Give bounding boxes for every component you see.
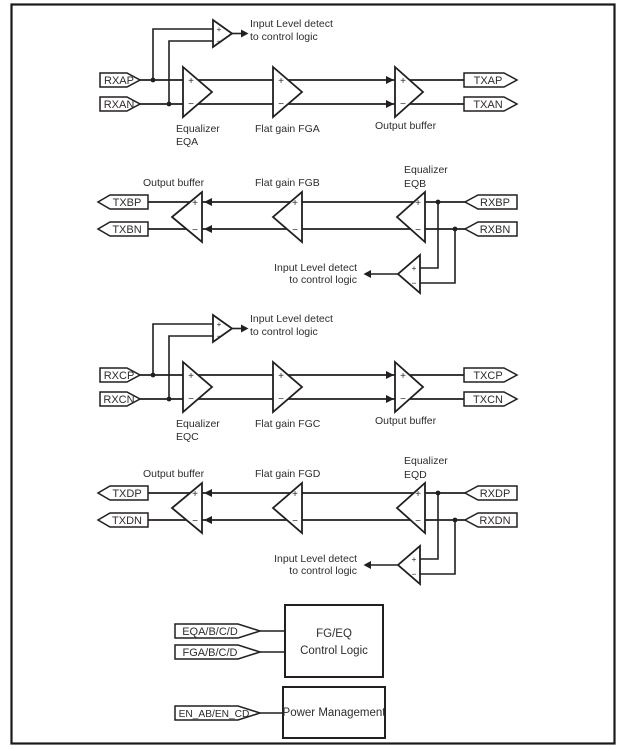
junction-dot (453, 518, 458, 523)
pin-rxap-label: RXAP (104, 75, 134, 87)
equalizer-label-line1: Equalizer (404, 164, 448, 176)
plus-sign: + (192, 489, 198, 500)
minus-sign: − (411, 278, 417, 288)
junction-dot (151, 78, 156, 83)
minus-sign: − (216, 331, 222, 341)
arrowhead-icon (204, 489, 212, 497)
pin-txcn-label: TXCN (473, 394, 503, 406)
plus-sign: + (278, 371, 284, 382)
equalizer-label-line1: Equalizer (176, 418, 220, 430)
pin-en-ab-en-cd-label: EN_AB/EN_CD (178, 709, 250, 720)
flat-gain-label: Flat gain FGB (255, 177, 320, 189)
arrowhead-icon (241, 30, 249, 38)
pin-fg-abcd-label: FGA/B/C/D (182, 647, 238, 659)
plus-sign: + (188, 76, 194, 87)
plus-sign: + (411, 263, 417, 273)
pin-txap-label: TXAP (473, 75, 503, 87)
power-management-section (175, 687, 386, 738)
detect-caption-line2: to control logic (289, 274, 357, 286)
pin-txbn-label: TXBN (112, 224, 142, 236)
pin-rxbn-label: RXBN (479, 224, 511, 236)
detect-caption-line2: to control logic (250, 31, 318, 43)
plus-sign: + (216, 319, 222, 329)
minus-sign: − (188, 394, 194, 405)
arrowhead-icon (364, 270, 372, 278)
minus-sign: − (216, 36, 222, 46)
detect-caption-line1: Input Level detect (274, 553, 357, 565)
output-buffer-label: Output buffer (375, 415, 437, 427)
minus-sign: − (192, 225, 198, 236)
fgeq-box-label-line1: FG/EQ (316, 628, 352, 640)
pin-txbp-label: TXBP (112, 197, 142, 209)
junction-dot (453, 227, 458, 232)
output-buffer-label: Output buffer (375, 120, 437, 132)
arrowhead-icon (204, 225, 212, 233)
control-logic-section (175, 605, 383, 677)
pin-rxan-label: RXAN (103, 99, 135, 111)
flat-gain-label: Flat gain FGC (255, 418, 321, 430)
pin-txcp-label: TXCP (473, 370, 503, 382)
plus-sign: + (278, 76, 284, 87)
plus-sign: + (292, 198, 298, 209)
minus-sign: − (400, 394, 406, 405)
minus-sign: − (188, 99, 194, 110)
channel-c (100, 313, 517, 443)
plus-sign: + (188, 371, 194, 382)
pin-eq-abcd-label: EQA/B/C/D (182, 626, 238, 638)
plus-sign: + (400, 76, 406, 87)
arrowhead-icon (386, 371, 394, 379)
pin-txan-label: TXAN (473, 99, 503, 111)
arrowhead-icon (386, 76, 394, 84)
flat-gain-label: Flat gain FGD (255, 468, 321, 480)
flat-gain-label: Flat gain FGA (255, 123, 320, 135)
minus-sign: − (415, 225, 421, 236)
junction-dot (167, 397, 172, 402)
minus-sign: − (292, 516, 298, 527)
pin-rxdn-label: RXDN (479, 515, 511, 527)
equalizer-label-line2: EQD (404, 469, 427, 481)
minus-sign: − (411, 569, 417, 579)
fgeq-box-label-line2: Control Logic (300, 645, 368, 657)
pin-txdp-label: TXDP (112, 488, 142, 500)
arrowhead-icon (204, 516, 212, 524)
channel-d (98, 455, 517, 584)
pin-txdn-label: TXDN (112, 515, 142, 527)
junction-dot (436, 200, 441, 205)
equalizer-label-line1: Equalizer (176, 123, 220, 135)
plus-sign: + (192, 198, 198, 209)
channel-a (100, 18, 517, 148)
pin-rxcn-label: RXCN (103, 394, 135, 406)
output-buffer-label: Output buffer (143, 177, 205, 189)
minus-sign: − (192, 516, 198, 527)
junction-dot (436, 491, 441, 496)
pin-rxbp-label: RXBP (480, 197, 510, 209)
power-management-label: Power Management (282, 707, 386, 719)
arrowhead-icon (386, 100, 394, 108)
minus-sign: − (278, 394, 284, 405)
pin-rxdp-label: RXDP (479, 488, 511, 500)
plus-sign: + (292, 489, 298, 500)
equalizer-label-line2: EQB (404, 178, 427, 190)
equalizer-label-line2: EQA (176, 136, 199, 148)
minus-sign: − (400, 99, 406, 110)
junction-dot (167, 102, 172, 107)
plus-sign: + (216, 24, 222, 34)
level-detect-amp-b (398, 255, 420, 293)
detect-caption-line1: Input Level detect (250, 313, 333, 325)
plus-sign: + (415, 489, 421, 500)
detect-caption-line2: to control logic (289, 565, 357, 577)
pin-rxcp-label: RXCP (103, 370, 135, 382)
detect-caption-line1: Input Level detect (250, 18, 333, 30)
detect-caption-line1: Input Level detect (274, 262, 357, 274)
channel-b (98, 164, 517, 293)
control-pin-wires (260, 631, 285, 652)
minus-sign: − (278, 99, 284, 110)
output-buffer-label: Output buffer (143, 468, 205, 480)
plus-sign: + (415, 198, 421, 209)
minus-sign: − (292, 225, 298, 236)
arrowhead-icon (241, 325, 249, 333)
detect-caption-line2: to control logic (250, 326, 318, 338)
arrowhead-icon (386, 395, 394, 403)
arrowhead-icon (364, 561, 372, 569)
minus-sign: − (415, 516, 421, 527)
level-detect-amp-d (398, 546, 420, 584)
junction-dot (151, 373, 156, 378)
arrowhead-icon (204, 198, 212, 206)
equalizer-label-line1: Equalizer (404, 455, 448, 467)
equalizer-label-line2: EQC (176, 431, 199, 443)
fgeq-control-logic-box (285, 605, 383, 677)
plus-sign: + (411, 554, 417, 564)
plus-sign: + (400, 371, 406, 382)
